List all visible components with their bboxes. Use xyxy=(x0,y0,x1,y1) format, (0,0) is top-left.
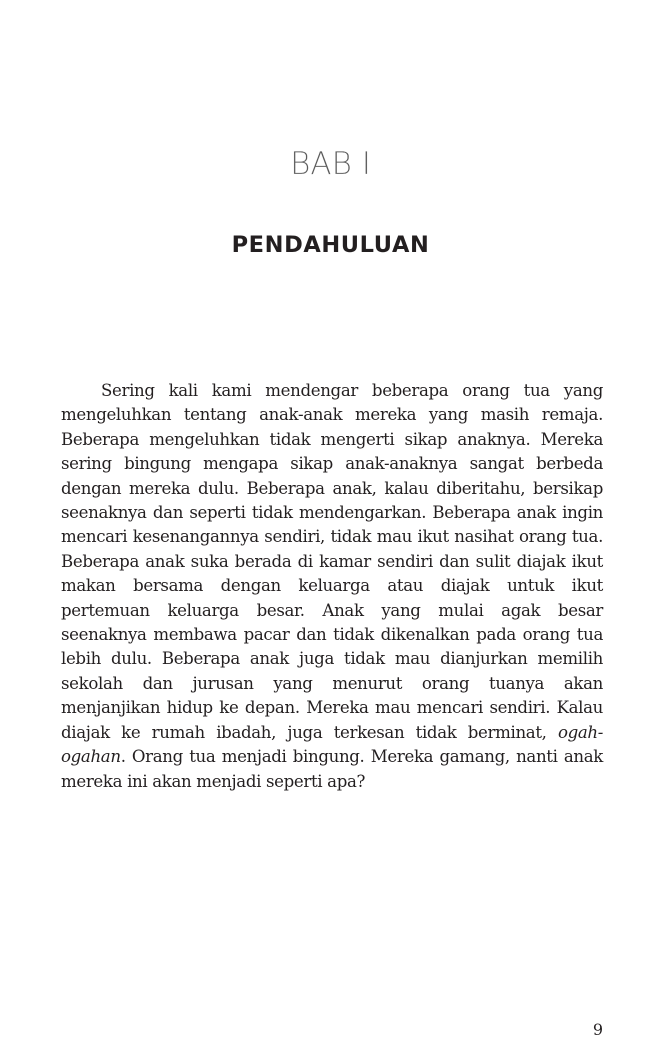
paragraph-text-part-2: . Orang tua menjadi bingung. Mereka gamang, nanti anak mereka ini akan menjadi seperti apa? xyxy=(61,747,603,791)
page-number: 9 xyxy=(592,1020,603,1039)
paragraph-italic-term: ogah-ogahan xyxy=(61,722,603,767)
chapter-title: PENDAHULUAN xyxy=(231,232,430,258)
paragraph-text-part-1: Sering kali kami mendengar beberapa orang tua yang mengeluhkan tentang anak-anak mereka yang masih remaja. Beberapa mengeluhkan tidak mengerti sikap anaknya. Mereka sering bingung mengapa sikap anak-anaknya sangat berbeda dengan mereka dulu. Beberapa anak, kalau diberitahu, bersikap seenaknya dan seperti tidak mendengarkan. Beberapa anak ingin mencari kesenangannya sendiri, tidak mau ikut nasihat orang tua. Beberapa anak suka berada di kamar sendiri dan sulit diajak ikut makan bersama dengan keluarga atau diajak untuk ikut pertemuan keluarga besar. Anak yang mulai agak besar seenaknya membawa pacar dan tidak dikenalkan pada orang tua lebih dulu. Beberapa anak juga tidak mau dianjurkan memilih sekolah dan jurusan yang menurut orang tuanya akan menjanjikan hidup ke depan. Mereka mau mencari sendiri. Kalau diajak ke rumah ibadah, juga terkesan tidak berminat, xyxy=(61,381,603,742)
chapter-label: BAB I xyxy=(290,146,371,182)
body-paragraph xyxy=(61,379,603,794)
